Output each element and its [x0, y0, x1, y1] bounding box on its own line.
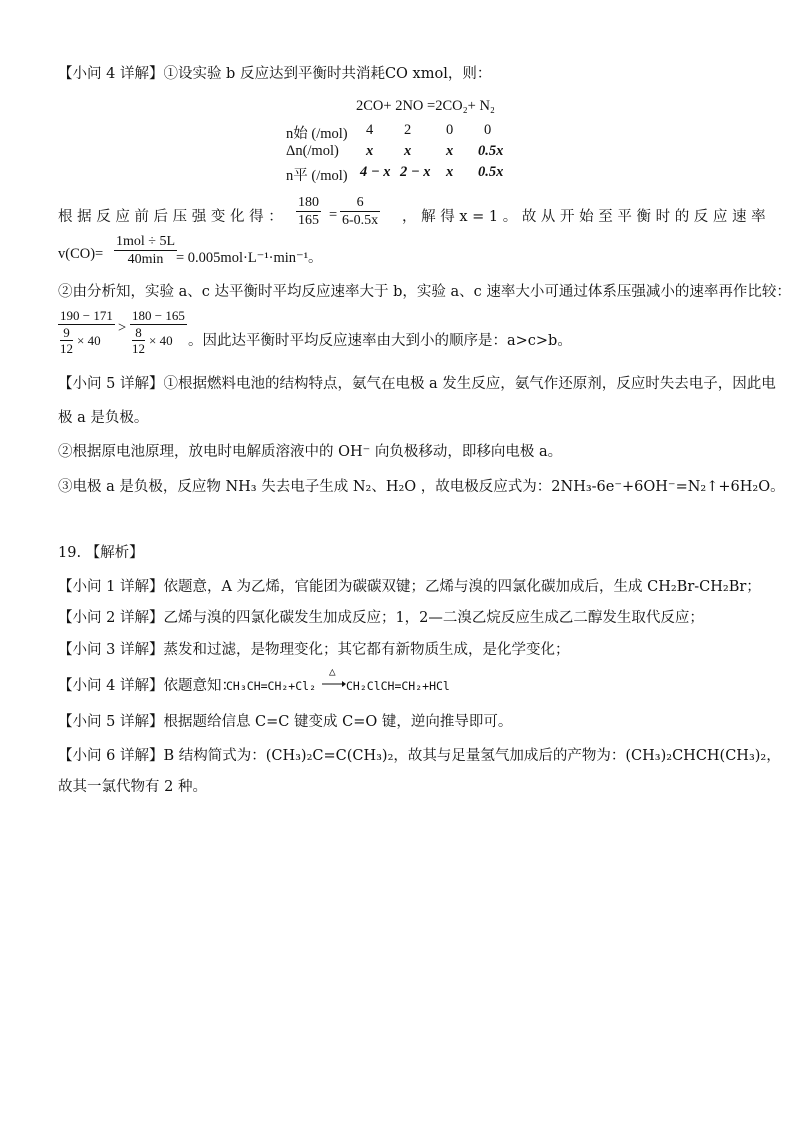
row-change-label: Δn(/mol)	[286, 143, 339, 159]
row-change-co: x	[366, 143, 374, 159]
row-start-n2: 0	[484, 122, 492, 138]
q5-line3: ②根据原电池原理，放电时电解质溶液中的 OH⁻ 向负极移动，即移向电极 a。	[58, 444, 563, 460]
pressure-frac-right	[340, 194, 380, 229]
q5-line4: ③电极 a 是负极，反应物 NH₃ 失去电子生成 N₂、H₂O ，故电极反应式为：2NH₃-6e⁻+6OH⁻=N₂↑+6H₂O。	[58, 479, 785, 495]
row-eq-co2: x	[446, 164, 454, 180]
pressure-suffix: ， 解 得 x = 1 。 故 从 开 始 至 平 衡 时 的 反 应 速 率	[402, 209, 766, 225]
frac-num: 180 − 165	[132, 308, 185, 323]
q19-part2: 【小问 2 详解】乙烯与溴的四氯化碳发生加成反应；1，2—二溴乙烷反应生成乙二醇发生取代反应；	[58, 610, 704, 626]
frac-num: 1mol ÷ 5L	[116, 234, 176, 249]
q19-heading: 19. 【解析】	[58, 545, 144, 561]
q19-part3: 【小问 3 详解】蒸发和过滤，是物理变化；其它都有新物质生成，是化学变化；	[58, 642, 570, 658]
row-eq-n2: 0.5x	[478, 164, 504, 180]
row-start-label: n始 (/mol)	[286, 126, 348, 142]
row-start-co: 4	[366, 122, 374, 138]
row-change-co2: x	[446, 143, 454, 159]
q19-part5: 【小问 5 详解】根据题给信息 C=C 键变成 C=O 键，逆向推导即可。	[58, 714, 513, 730]
frac-sub-den: 12	[132, 341, 145, 356]
q19-conclusion: 故其一氯代物有 2 种。	[58, 779, 207, 795]
frac-sub-den: 12	[60, 341, 73, 356]
frac-multiplier: × 40	[149, 333, 173, 348]
rate-lhs: v(CO)=	[58, 246, 104, 262]
frac-den: 40min	[127, 252, 164, 267]
pressure-frac-left	[296, 194, 321, 229]
frac-den	[130, 325, 187, 356]
q5-line2: 极 a 是负极。	[58, 410, 149, 426]
row-change-no: x	[404, 143, 412, 159]
reaction-reactants: CH₃CH=CH₂+Cl₂	[226, 679, 317, 693]
q19-part4-prefix: 【小问 4 详解】依题意知：	[58, 678, 236, 694]
compare-frac-left	[58, 307, 115, 356]
frac-den: 165	[298, 213, 319, 228]
frac-sub-num: 8	[132, 325, 145, 341]
frac-num: 6	[340, 194, 380, 212]
q19-part6: 【小问 6 详解】B 结构简式为：(CH₃)₂C=C(CH₃)₂，故其与足量氢气加成后的产物为：(CH₃)₂CHCH(CH₃)₂，	[58, 748, 781, 764]
frac-den: 6-0.5x	[342, 213, 379, 228]
row-change-n2: 0.5x	[478, 143, 504, 159]
reaction-equation: 2CO+ 2NO =2CO₂+ N₂	[356, 98, 495, 114]
row-start-co2: 0	[446, 122, 454, 138]
q5-line1: 【小问 5 详解】①根据燃料电池的结构特点，氨气在电极 a 发生反应，氨气作还原剂，反应时失去电子，因此电	[58, 376, 776, 392]
pressure-prefix: 根 据 反 应 前 后 压 强 变 化 得 ：	[58, 209, 283, 225]
row-eq-co: 4 − x	[360, 164, 391, 180]
reaction-products: CH₂ClCH=CH₂+HCl	[346, 679, 450, 693]
greater-than-sign: >	[118, 320, 127, 336]
heat-condition: △	[329, 665, 336, 678]
row-start-no: 2	[404, 122, 412, 138]
reaction-arrow	[322, 665, 346, 687]
compare-tail: 。因此达平衡时平均反应速率由大到小的顺序是：a>c>b。	[188, 333, 572, 349]
row-eq-no: 2 − x	[400, 164, 431, 180]
q4-intro: 【小问 4 详解】①设实验 b 反应达到平衡时共消耗CO xmol，则：	[58, 66, 492, 82]
q19-part1: 【小问 1 详解】依题意，A 为乙烯，官能团为碳碳双键；乙烯与溴的四氯化碳加成后，生成 CH₂Br-CH₂Br；	[58, 579, 761, 595]
rate-frac	[114, 233, 177, 268]
frac-num: 180	[298, 195, 319, 210]
frac-sub-num: 9	[60, 325, 73, 341]
frac-den	[58, 325, 115, 356]
q4-part2: ②由分析知，实验 a、c 达平衡时平均反应速率大于 b，实验 a、c 速率大小可通过体系压强减小的速率再作比较：	[58, 284, 791, 300]
compare-frac-right	[130, 307, 187, 356]
arrow-icon	[322, 680, 346, 688]
row-eq-label: n平 (/mol)	[286, 168, 348, 184]
rate-rhs: = 0.005mol·L⁻¹·min⁻¹。	[176, 250, 323, 266]
frac-multiplier: × 40	[77, 333, 101, 348]
frac-num: 190 − 171	[60, 308, 113, 323]
equals-sign: =	[329, 207, 338, 223]
